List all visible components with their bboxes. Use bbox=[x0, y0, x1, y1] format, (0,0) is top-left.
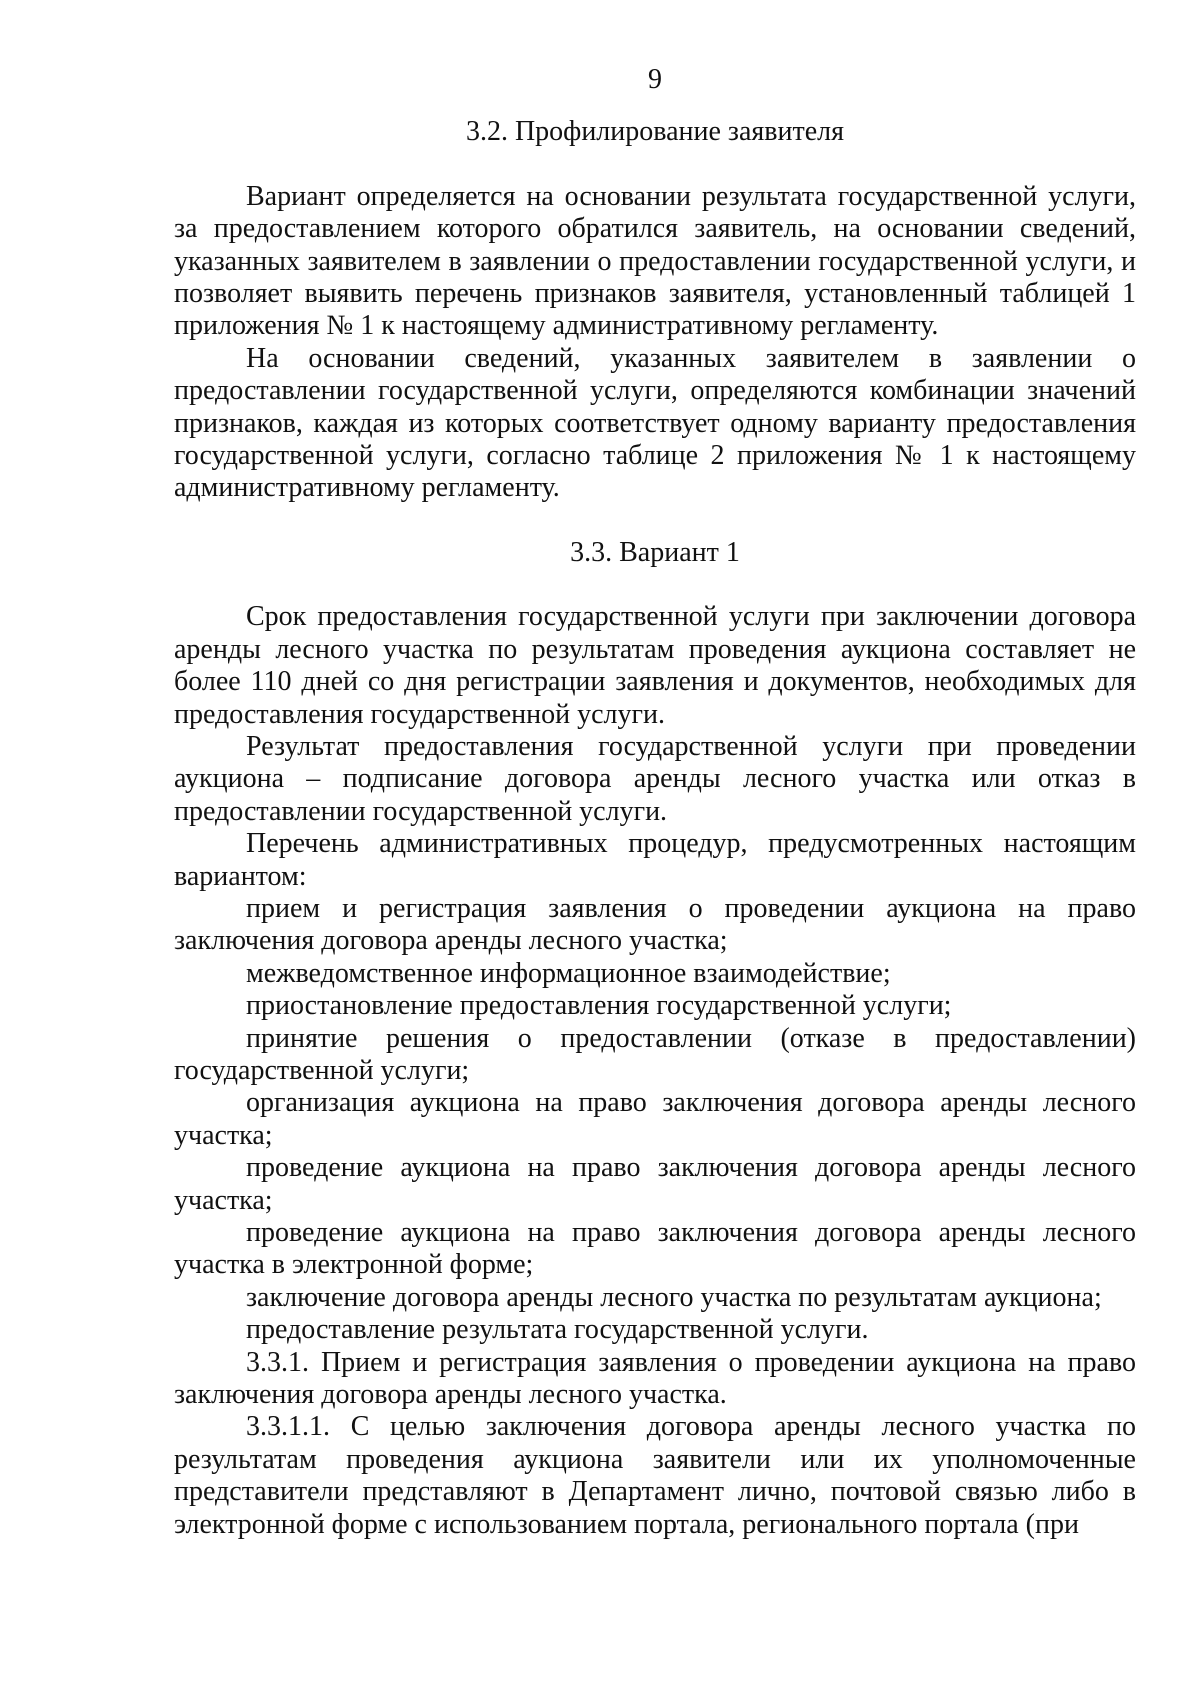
paragraph: Вариант определяется на основании результата государственной услуги, за предоставлением которого обратился заявитель, на основании сведений, указанных заявителем в заявлении о предоставлении государственной услуги, и позволяет выявить перечень признаков заявителя, установленный таблицей 1 приложения № 1 к настоящему административному регламенту. bbox=[174, 180, 1136, 342]
list-item: проведение аукциона на право заключения договора аренды лесного участка в электронной форме; bbox=[174, 1217, 1136, 1281]
paragraph: Срок предоставления государственной услуги при заключении договора аренды лесного участка по результатам проведения аукциона составляет не более 110 дней со дня регистрации заявления и документов, необходимых для предоставления государственной услуги. bbox=[174, 601, 1136, 730]
document-page bbox=[174, 64, 1136, 1541]
paragraph: 3.3.1.1. С целью заключения договора аренды лесного участка по результатам проведения аукциона заявители или их уполномоченные представители представляют в Департамент лично, почтовой связью либо в электронной форме с использованием портала, регионального портала (при bbox=[174, 1411, 1136, 1540]
paragraph: На основании сведений, указанных заявителем в заявлении о предоставлении государственной услуги, определяются комбинации значений признаков, каждая из которых соответствует одному варианту предоставления государственной услуги, согласно таблице 2 приложения № 1 к настоящему административному регламенту. bbox=[174, 342, 1136, 504]
paragraph: Перечень административных процедур, предусмотренных настоящим вариантом: bbox=[174, 828, 1136, 892]
list-item: заключение договора аренды лесного участка по результатам аукциона; bbox=[246, 1281, 1102, 1313]
page-number: 9 bbox=[648, 64, 662, 95]
paragraph: 3.3.1. Прием и регистрация заявления о проведении аукциона на право заключения договора аренды лесного участка. bbox=[174, 1346, 1136, 1411]
list-item: принятие решения о предоставлении (отказе в предоставлении) государственной услуги; bbox=[174, 1022, 1136, 1086]
list-item: прием и регистрация заявления о проведении аукциона на право заключения договора аренды лесного участка; bbox=[174, 892, 1136, 957]
list-item: предоставление результата государственной услуги. bbox=[246, 1314, 869, 1346]
paragraph: Результат предоставления государственной услуги при проведении аукциона – подписание договора аренды лесного участка или отказ в предоставлении государственной услуги. bbox=[174, 730, 1136, 827]
section-heading-variant1: 3.3. Вариант 1 bbox=[570, 536, 740, 568]
list-item: проведение аукциона на право заключения договора аренды лесного участка; bbox=[174, 1152, 1136, 1216]
list-item: приостановление предоставления государственной услуги; bbox=[246, 990, 952, 1022]
list-item: межведомственное информационное взаимодействие; bbox=[246, 957, 891, 989]
list-item: организация аукциона на право заключения договора аренды лесного участка; bbox=[174, 1087, 1136, 1151]
section-heading-profiling: 3.2. Профилирование заявителя bbox=[465, 116, 845, 148]
